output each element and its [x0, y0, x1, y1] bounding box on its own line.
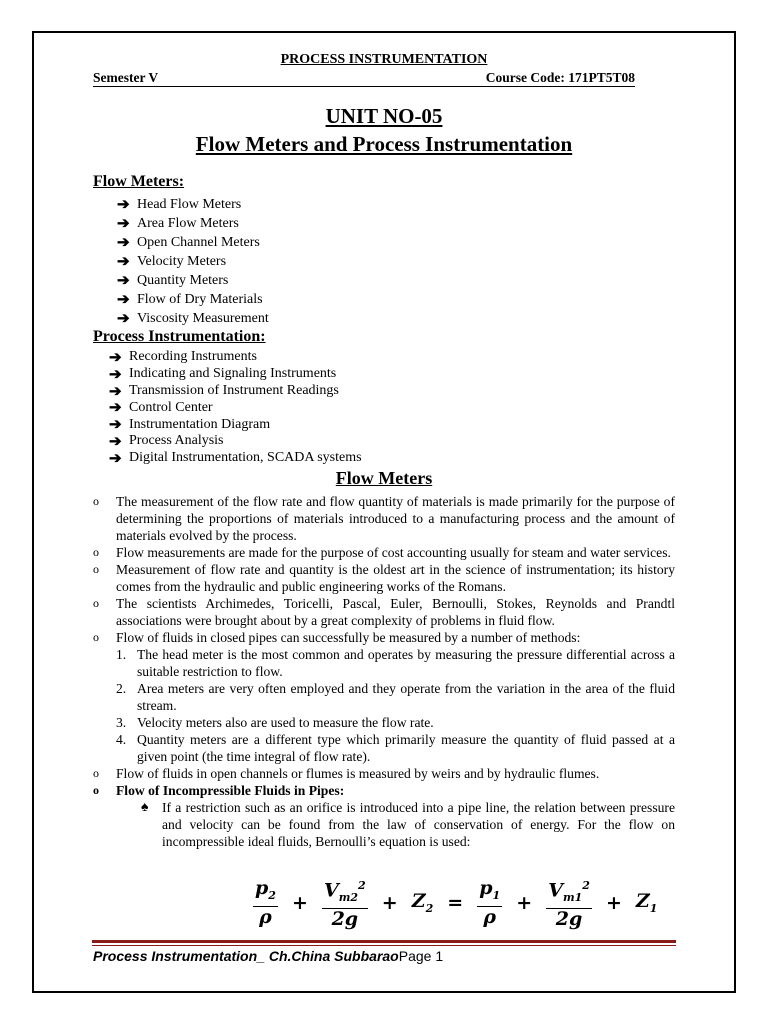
arrow-icon: ➔	[117, 197, 130, 213]
spade-icon: ♠	[141, 800, 149, 815]
unit-number: UNIT NO-05	[325, 104, 443, 128]
term-z2: $Z_2$	[411, 890, 434, 915]
spade-paragraph: ♠ If a restriction such as an orifice is introduced into a pipe line, the relation between pressure and velocity can be found from the law of conservation of energy. For the flow on incompressible ideal fluids, Bernoulli’s equation is used:	[141, 800, 675, 849]
list-item: ➔ Viscosity Measurement	[117, 310, 269, 327]
numbered-item: 4. Quantity meters are a different type which primarily measure the quantity of fluid passed at a given point (the time integral of flow rate).	[116, 732, 675, 764]
arrow-icon: ➔	[117, 273, 130, 289]
list-item: ➔ Flow of Dry Materials	[117, 291, 263, 308]
flow-meters-list	[117, 195, 269, 328]
numbered-item: 2. Area meters are very often employed and they operate from the variation in the area of the fluid stream.	[116, 681, 675, 713]
unit-title: Flow Meters and Process Instrumentation	[195, 132, 573, 156]
item-number: 1.	[116, 647, 127, 662]
fraction-v2-2g: $\frac{V_{m2}^2}{2g}$	[322, 876, 368, 929]
semester-course-row	[93, 70, 635, 87]
bullet-paragraph: o The measurement of the flow rate and flow quantity of materials is made primarily for the purpose of determining the proportions of materials introduced to a manufacturing process and the amount of materials evolved by the process.	[93, 494, 675, 543]
list-item: ➔ Recording Instruments	[109, 349, 257, 366]
numbered-item: 1. The head meter is the most common and operates by measuring the pressure differential across a suitable restriction to flow.	[116, 647, 675, 679]
bullet-marker: o	[93, 630, 99, 644]
flow-meters-heading: Flow Meters:	[93, 173, 185, 190]
fraction-v1-2g: $\frac{V_{m1}^2}{2g}$	[546, 876, 592, 929]
page-footer	[93, 948, 443, 964]
arrow-icon: ➔	[109, 349, 122, 366]
list-item: ➔ Process Analysis	[109, 433, 224, 450]
term-z1: $Z_1$	[635, 890, 658, 915]
fraction-p2-rho: $\frac{p_2}{\rho}$	[255, 877, 276, 928]
course-title: PROCESS INSTRUMENTATION	[280, 52, 488, 67]
list-item: ➔ Area Flow Meters	[117, 215, 239, 232]
item-number: 2.	[116, 681, 127, 696]
footer-rule-thin	[92, 945, 676, 946]
numbered-item: 3. Velocity meters also are used to measure the flow rate.	[116, 715, 434, 730]
list-item: ➔ Control Center	[109, 399, 213, 417]
process-instrumentation-list	[109, 349, 362, 467]
arrow-icon: ➔	[117, 292, 130, 308]
bullet-marker: o	[93, 562, 99, 576]
arrow-icon: ➔	[117, 311, 130, 327]
bullet-paragraph: o The scientists Archimedes, Toricelli, Pascal, Euler, Bernoulli, Stokes, Reynolds and Prandtl associations were brought about by a great complexity of problems in fluid flow.	[93, 596, 675, 628]
arrow-icon: ➔	[109, 383, 122, 400]
bullet-marker: o	[93, 783, 99, 797]
course-code: Course Code: 171PT5T08	[485, 70, 635, 85]
list-item: ➔ Indicating and Signaling Instruments	[109, 366, 337, 383]
footer-rule-thick	[92, 940, 676, 943]
list-item: ➔ Instrumentation Diagram	[109, 416, 271, 434]
list-item: ➔ Transmission of Instrument Readings	[109, 382, 339, 400]
semester-label: Semester V	[93, 70, 159, 85]
bullet-paragraph: o Measurement of flow rate and quantity is the oldest art in the science of instrumentation; its history comes from the hydraulic and public engineering works of the Romans.	[93, 562, 675, 594]
list-item: ➔ Quantity Meters	[117, 272, 229, 289]
arrow-icon: ➔	[117, 216, 130, 232]
flow-meters-body	[93, 493, 675, 850]
arrow-icon: ➔	[109, 433, 122, 450]
bullet-marker: o	[93, 766, 99, 780]
bullet-marker: o	[93, 545, 99, 559]
flow-meters-section-title: Flow Meters	[335, 468, 433, 488]
bullet-marker: o	[93, 494, 99, 508]
bernoulli-equation: $\frac{p_2}{\rho}$ + $\frac{V_{m2}^2}{2g}$ + $Z_2$ = $\frac{p_1}{\rho}$ + $\frac{V_{m1}^2}{2g}$ + $Z_1$	[255, 877, 658, 931]
bullet-paragraph: o Flow of fluids in open channels or flumes is measured by weirs and by hydraulic flumes.	[93, 766, 600, 781]
list-item: ➔ Velocity Meters	[117, 253, 227, 270]
arrow-icon: ➔	[109, 450, 122, 467]
item-number: 3.	[116, 715, 127, 730]
list-item: ➔ Digital Instrumentation, SCADA systems	[109, 450, 362, 467]
footer-text: Process Instrumentation_ Ch.China Subbarao	[93, 948, 399, 964]
arrow-icon: ➔	[109, 417, 122, 434]
arrow-icon: ➔	[109, 400, 122, 417]
arrow-icon: ➔	[117, 235, 130, 251]
fraction-p1-rho: $\frac{p_1}{\rho}$	[479, 877, 501, 928]
arrow-icon: ➔	[109, 366, 122, 383]
list-item: ➔ Head Flow Meters	[117, 196, 242, 213]
page-number: Page 1	[398, 948, 444, 964]
arrow-icon: ➔	[117, 254, 130, 270]
bullet-paragraph-bold: o Flow of Incompressible Fluids in Pipes:	[93, 783, 345, 798]
process-instrumentation-heading: Process Instrumentation:	[93, 328, 266, 345]
list-item: ➔ Open Channel Meters	[117, 234, 260, 251]
bullet-paragraph: o Flow measurements are made for the purpose of cost accounting usually for steam and water services.	[93, 545, 671, 560]
bullet-marker: o	[93, 596, 99, 610]
item-number: 4.	[116, 732, 127, 747]
bullet-paragraph: o Flow of fluids in closed pipes can successfully be measured by a number of methods:	[93, 630, 581, 645]
